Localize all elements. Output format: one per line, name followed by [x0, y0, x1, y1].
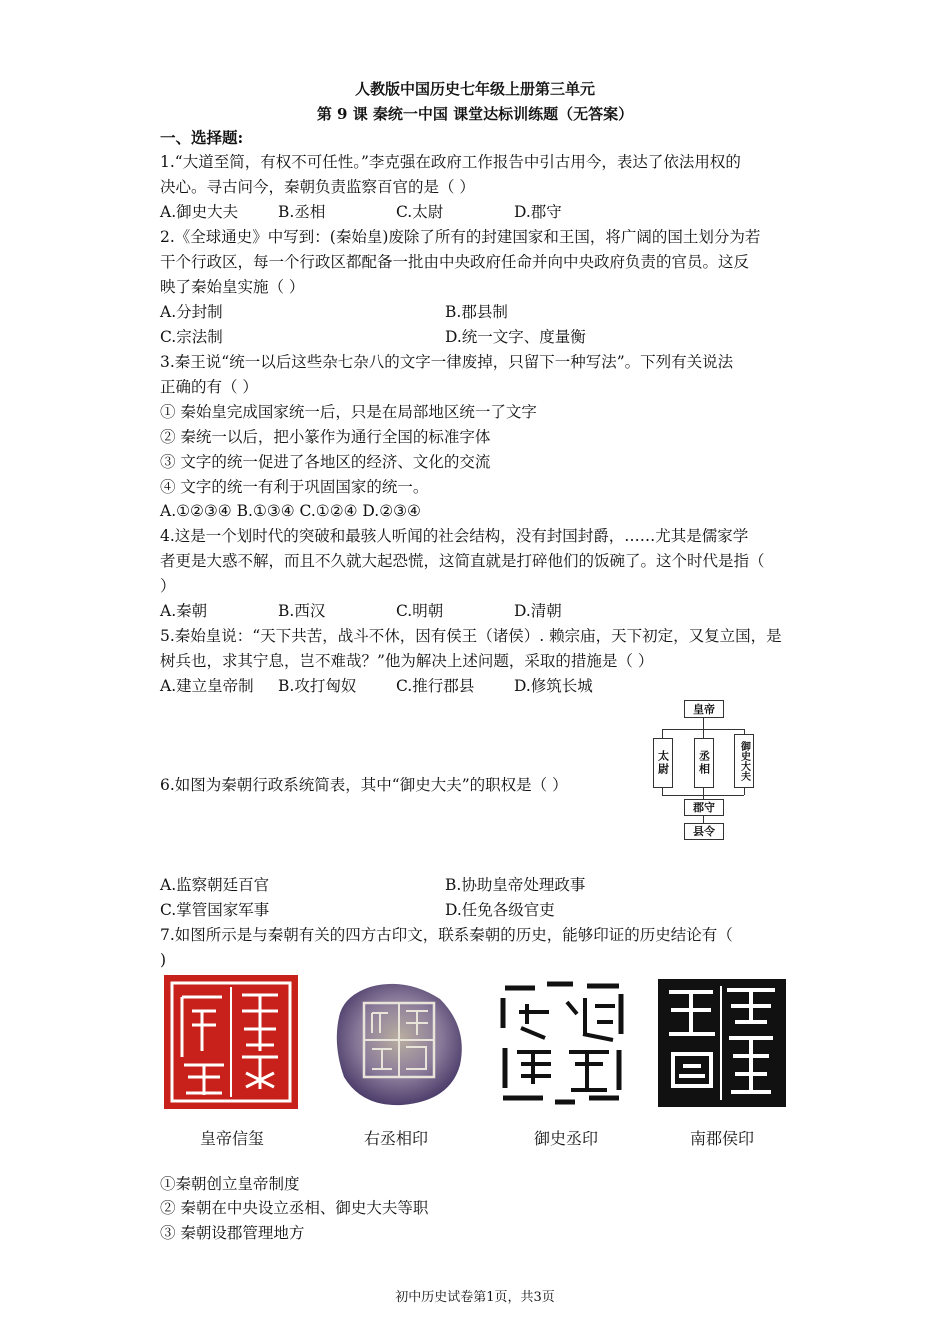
seal-caption-3: 御史丞印 — [533, 1129, 598, 1148]
chart-connector — [662, 788, 663, 795]
chart-emperor: 皇帝 — [684, 700, 724, 718]
chart-xianling: 县令 — [684, 823, 724, 840]
q3-stem-1: 3.秦王说“统一以后这些杂七杂八的文字一律废掉，只留下一种写法”。下列有关说法 — [160, 353, 734, 371]
chart-connector — [744, 788, 745, 795]
q4-option-b: B.西汉 — [278, 602, 326, 620]
q5-option-d: D.修筑长城 — [514, 677, 593, 695]
q2-option-c: C.宗法制 — [160, 328, 223, 346]
q4-option-d: D.清朝 — [514, 602, 562, 620]
q5-option-b: B.攻打匈奴 — [278, 677, 357, 695]
q5-option-c: C.推行郡县 — [396, 677, 475, 695]
chart-connector — [703, 815, 704, 823]
q7-statement-1: ①秦朝创立皇帝制度 — [160, 1175, 300, 1193]
q3-options: A.①②③④ B.①③④ C.①②④ D.②③④ — [160, 502, 421, 520]
seal-image-4 — [655, 976, 789, 1110]
q1-option-d: D.郡守 — [514, 203, 562, 221]
q2-option-d: D.统一文字、度量衡 — [445, 328, 586, 346]
q6-stem: 6.如图为秦朝行政系统简表，其中“御史大夫”的职权是（ ） — [160, 776, 568, 794]
q4-option-c: C.明朝 — [396, 602, 444, 620]
q6-option-b: B.协助皇帝处理政事 — [445, 876, 586, 894]
q1-option-b: B.丞相 — [278, 203, 326, 221]
seal-caption-2: 右丞相印 — [363, 1129, 428, 1148]
section-heading: 一、选择题: — [160, 128, 244, 147]
q3-statement-2: ② 秦统一以后，把小篆作为通行全国的标准字体 — [160, 428, 491, 446]
q4-option-a: A.秦朝 — [160, 602, 208, 620]
q7-stem-1: 7.如图所示是与秦朝有关的四方古印文，联系秦朝的历史，能够印证的历史结论有（ — [160, 926, 733, 944]
seal-caption-1: 皇帝信玺 — [199, 1129, 264, 1148]
q2-stem-3: 映了秦始皇实施（ ） — [160, 278, 305, 296]
seal-image-3 — [497, 978, 627, 1108]
chart-taiwei: 太尉 — [653, 738, 673, 788]
chart-chengxiang: 丞相 — [694, 738, 714, 788]
q6-option-a: A.监察朝廷百官 — [160, 876, 270, 894]
chart-junshou: 郡守 — [684, 799, 724, 816]
seal-image-2 — [322, 973, 470, 1113]
q3-statement-1: ① 秦始皇完成国家统一后，只是在局部地区统一了文字 — [160, 403, 537, 421]
q7-statement-3: ③ 秦朝设郡管理地方 — [160, 1224, 305, 1242]
q5-option-a: A.建立皇帝制 — [160, 677, 254, 695]
seal-caption-4: 南郡侯印 — [689, 1129, 754, 1148]
q3-statement-4: ④ 文字的统一有利于巩固国家的统一。 — [160, 478, 429, 496]
chart-yushi: 御史大夫 — [734, 734, 754, 788]
q7-statement-2: ② 秦朝在中央设立丞相、御史大夫等职 — [160, 1199, 429, 1217]
q5-stem-2: 树兵也，求其宁息，岂不难哉？”他为解决上述问题，采取的措施是（ ） — [160, 652, 654, 670]
q2-option-a: A.分封制 — [160, 303, 223, 321]
chart-connector — [703, 729, 704, 738]
page-footer: 初中历史试卷第1页，共3页 — [395, 1290, 555, 1305]
q2-stem-2: 干个行政区，每一个行政区都配备一批由中央政府任命并向中央政府负责的官员。这反 — [160, 253, 750, 271]
q4-stem-2: 者更是大惑不解，而且不久就大起恐慌，这简直就是打碎他们的饭碗了。这个时代是指（ — [160, 552, 765, 570]
q7-stem-2: ) — [160, 951, 167, 969]
q4-stem-3: ） — [160, 577, 176, 595]
q2-stem-1: 2.《全球通史》中写到：(秦始皇)废除了所有的封建国家和王国，将广阔的国土划分为若 — [160, 228, 761, 246]
page-title: 人教版中国历史七年级上册第三单元 — [354, 80, 595, 98]
qin-admin-chart — [648, 700, 758, 842]
q1-option-a: A.御史大夫 — [160, 203, 239, 221]
chart-connector — [662, 729, 663, 738]
seal-image-1 — [162, 973, 300, 1111]
q4-stem-1: 4.这是一个划时代的突破和最骇人听闻的社会结构，没有封国封爵，……尤其是儒家学 — [160, 527, 749, 545]
q6-option-c: C.掌管国家军事 — [160, 901, 270, 919]
q5-stem-1: 5.秦始皇说：“天下共苦，战斗不休，因有侯王（诸侯）. 赖宗庙，天下初定，又复立国，是 — [160, 627, 782, 645]
q1-stem-2: 决心。寻古问今，秦朝负责监察百官的是（ ） — [160, 178, 475, 196]
lesson-title: 第 9 课 秦统一中国 课堂达标训练题（无答案） — [316, 105, 634, 123]
q3-stem-2: 正确的有（ ） — [160, 378, 258, 396]
q6-option-d: D.任免各级官吏 — [445, 901, 555, 919]
q3-statement-3: ③ 文字的统一促进了各地区的经济、文化的交流 — [160, 453, 491, 471]
q1-option-c: C.太尉 — [396, 203, 444, 221]
q1-stem-1: 1.“大道至简，有权不可任性。”李克强在政府工作报告中引古用今，表达了依法用权的 — [160, 153, 741, 171]
chart-connector — [703, 717, 704, 729]
chart-connector — [703, 788, 704, 795]
q2-option-b: B.郡县制 — [445, 303, 508, 321]
